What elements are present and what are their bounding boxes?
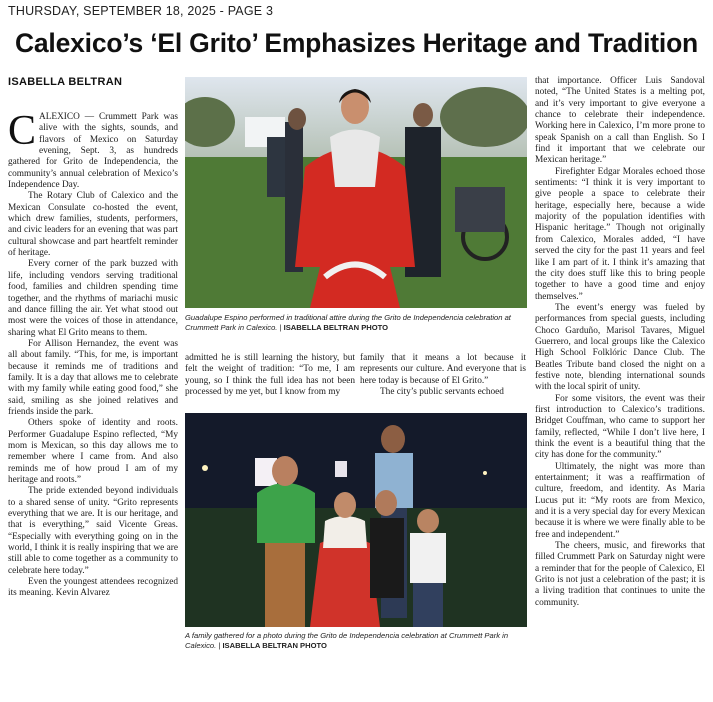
caption-text: A family gathered for a photo during the Grito de Independencia celebration at Crummett Park in Calexico. | [185, 631, 509, 650]
article-column-1 [8, 112, 178, 702]
paragraph: that importance. Officer Luis Sandoval noted, “The United States is a melting pot, and it’s very important to give everyone a chance to celebrate their independence. Working here in Calexico, I’m more prone to speak Spanish on a call than English. So I find it important that we celebrate our Mexican heritage.” [535, 76, 705, 166]
photo-caption-2 [185, 631, 527, 650]
paragraph: The Rotary Club of Calexico and the Mexican Consulate co-hosted the event, which drew families, students, performers, and civic leaders for an evening that was part cultural showcase and part heartfelt reminder of heritage. [8, 191, 178, 259]
paragraph: For Allison Hernandez, the event was all about family. “This, for me, is important because it reminds me of traditions and family. It is a day that allows me to celebrate with my family while eating good food,” she said, smiling as she joined relatives and friends inside the park. [8, 338, 178, 417]
lead-dateline: ALEXICO [39, 112, 80, 122]
article-headline: Calexico’s ‘El Grito’ Emphasizes Heritage and Tradition [14, 28, 699, 58]
paragraph: admitted he is still learning the history, but felt the weight of tradition: “To me, I am young, so I think the full idea has not been processed by me yet, but I know from my [185, 353, 355, 398]
photo-performer-image [185, 77, 527, 308]
article-column-2 [185, 353, 355, 409]
drop-cap: C [8, 112, 37, 154]
lead-text: — Crummett Park was alive with the sights, sounds, and flavors of Mexico on Saturday evening, Sept. 3, as hundreds gathered for Grito de Independencia, the community’s annual celebration of Mexico’s Independence Day. [8, 112, 178, 191]
page-folio: THURSDAY, SEPTEMBER 18, 2025 - PAGE 3 [8, 4, 274, 18]
photo-family [185, 413, 527, 627]
paragraph: family that it means a lot because it represents our culture. And everyone that is here today is because of El Grito.” [360, 353, 526, 386]
photo-credit: ISABELLA BELTRAN PHOTO [222, 640, 327, 650]
photo-credit: ISABELLA BELTRAN PHOTO [283, 322, 389, 332]
photo-caption-1 [185, 313, 527, 332]
paragraph: The event’s energy was fueled by performances from special guests, including Choco Garduño, Marisol Tavares, Miguel Guerrero, and local groups like the Calexico High School Folklóric Dance Club. The Beatles Tribute band closed the night on a festive note, blending international sounds with the local spirit of unity. [535, 302, 705, 393]
paragraph: Ultimately, the night was more than entertainment; it was a reaffirmation of culture, freedom, and identity. As Maria Lucus put it: “My roots are from Mexico, and it is a very special day for every Mexican because it is where we were finally able to be free and independent.” [535, 461, 705, 540]
paragraph: The city’s public servants echoed [380, 387, 504, 398]
paragraph: Even the youngest attendees recognized its meaning. Kevin Alvarez [8, 577, 178, 599]
article-column-3 [360, 353, 526, 409]
paragraph: For some visitors, the event was their first introduction to Calexico’s traditions. Bridget Couffman, who came to support her family, reflected, “While I don’t live here, I think the event is a beautiful thing that the city has done for the community.” [535, 393, 705, 461]
paragraph: Firefighter Edgar Morales echoed those sentiments: “I think it is very important to give people a space to celebrate their heritage, especially here, because a wide majority of the population identifies with Hispanic heritage.” Though not originally from Calexico, Morales added, “I have served the city for the past 11 years and feel like I am part of it. I think it’s amazing that the city does stuff like this to bring people together to have a good time and enjoy themselves.” [535, 166, 705, 302]
photo-performer [185, 77, 527, 308]
caption-text: Guadalupe Espino performed in traditional attire during the Grito de Independencia celebration at Crummett Park in Calexico. | [185, 313, 511, 332]
paragraph: The pride extended beyond individuals to a shared sense of unity. “Grito represents everything that we are. It is our heritage, and that is everything,” said Vicente Greas. “Especially with everything going on in the world, I think it is really inspiring that we are still able to come together as a community to celebrate here today.” [8, 486, 178, 576]
paragraph: Every corner of the park buzzed with life, including vendors serving traditional food, families and children spending time together, and the rhythms of mariachi music and dance filling the air. Yet what stood out most were the voices of those in attendance, sharing what El Grito means to them. [8, 259, 178, 338]
photo-family-image [185, 413, 527, 627]
article-column-4 [535, 76, 705, 666]
lead-paragraph [8, 112, 178, 191]
paragraph: Others spoke of identity and roots. Performer Guadalupe Espino reflected, “My mom is Mexican, so this day allows me to remember where I came from. And also reminds me of how proud I am of my heritage and roots.” [8, 418, 178, 485]
byline: ISABELLA BELTRAN [8, 76, 123, 88]
paragraph: The cheers, music, and fireworks that filled Crummett Park on Saturday night were a reminder that for the people of Calexico, El Grito is not just a celebration of the past; it is a living tradition that continues to unite the community. [535, 541, 705, 608]
